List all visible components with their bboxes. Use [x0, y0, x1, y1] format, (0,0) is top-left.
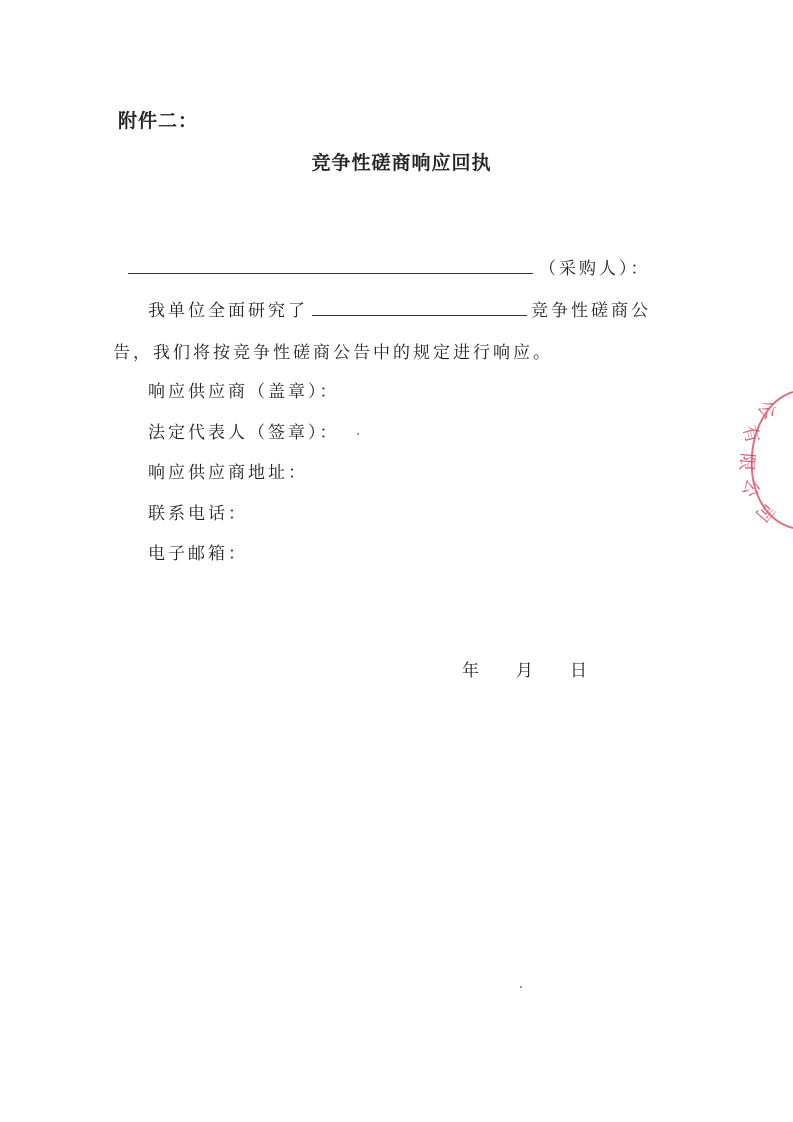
- attachment-label: 附件二：: [118, 110, 199, 132]
- seal-character: 公: [752, 396, 781, 424]
- field-email: 电子邮箱：: [148, 544, 248, 564]
- seal-character: 司: [750, 498, 779, 526]
- seal-character: 公: [737, 475, 764, 500]
- document-title: 竞争性磋商响应回执: [311, 152, 492, 174]
- seal-character: 有: [738, 422, 763, 446]
- scan-speck: [520, 986, 522, 988]
- company-seal-stamp: [733, 388, 793, 533]
- body-prefix: 我单位全面研究了: [148, 301, 308, 321]
- date-day: 日: [570, 661, 587, 681]
- field-supplier-address: 响应供应商地址：: [148, 463, 308, 483]
- scan-speck: [357, 433, 359, 435]
- field-legal-representative: 法定代表人（签章）：: [148, 423, 340, 443]
- body-line-2: 告，我们将按竞争性磋商公告中的规定进行响应。: [113, 343, 553, 363]
- project-blank: [312, 301, 527, 316]
- field-phone: 联系电话：: [148, 504, 248, 524]
- field-supplier-seal: 响应供应商（盖章）：: [148, 382, 340, 402]
- date-year: 年: [462, 661, 479, 681]
- recipient-blank: [128, 259, 533, 274]
- body-line-1: [148, 296, 651, 321]
- body-suffix: 竞争性磋商公: [531, 301, 651, 321]
- date-month: 月: [516, 661, 533, 681]
- recipient-line: [128, 254, 651, 279]
- seal-character: 限: [735, 452, 758, 472]
- recipient-suffix: （采购人）：: [539, 259, 651, 279]
